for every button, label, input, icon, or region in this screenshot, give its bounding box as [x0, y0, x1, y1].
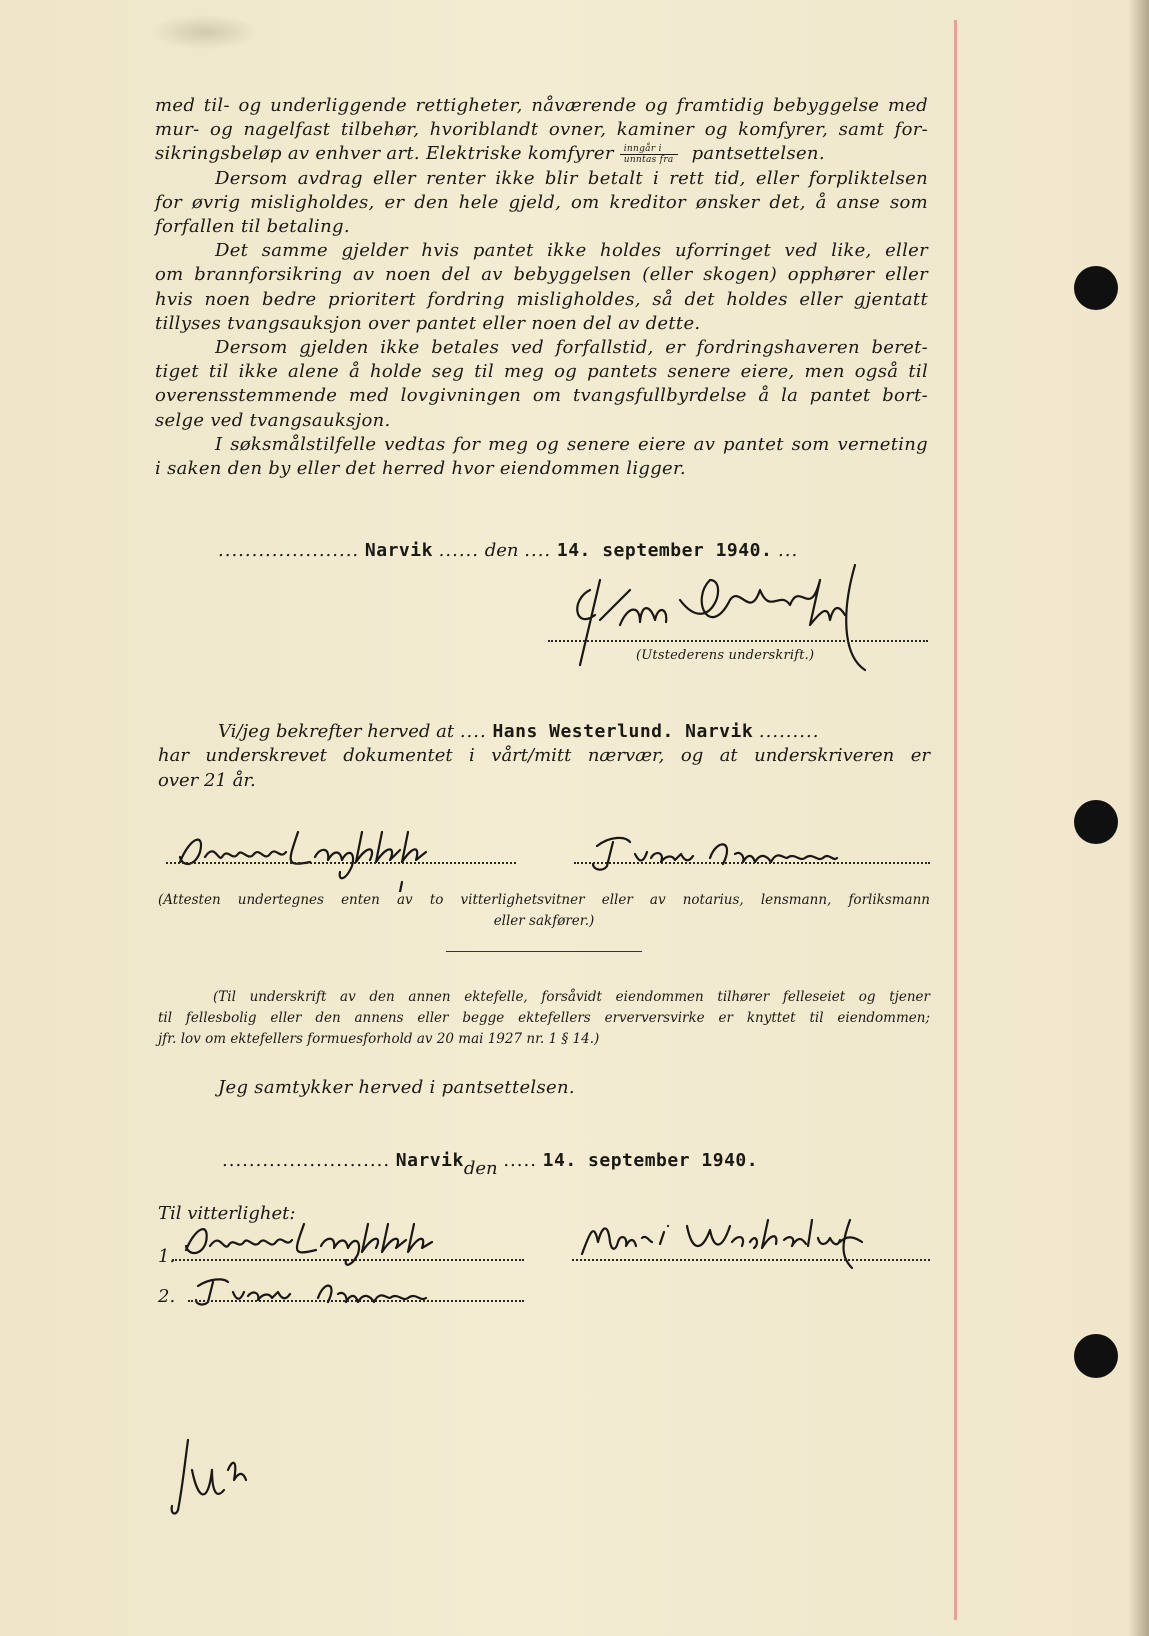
body-line: Det samme gjelder hvis pantet ikke holdes uforringet ved like, eller — [215, 240, 928, 262]
body-line: tiget til ikke alene å holde seg til meg og pantets senere eiere, men også til — [155, 361, 928, 383]
date: 14. september 1940. — [542, 1150, 759, 1171]
attest-line: Vi/jeg bekrefter herved at .... Hans Westerlund. Narvik ......... — [218, 721, 820, 742]
attested-person: Hans Westerlund. Narvik — [492, 721, 754, 742]
consent-text: Jeg samtykker herved i pantsettelsen. — [218, 1077, 575, 1098]
body-line: sikringsbeløp av enhver art. Elektriske komfyrer $\frac{\text{inngår i}}{\text{unntas fra}}$ pantsettelsen. — [155, 143, 825, 165]
witness-heading: Til vitterlighet: — [158, 1203, 296, 1224]
body-line: selge ved tvangsauksjon. — [155, 409, 391, 431]
den-label: den — [484, 540, 519, 561]
witness-signature-2 — [585, 828, 905, 888]
witness-number-1: 1. — [158, 1246, 176, 1267]
body-line: Dersom avdrag eller renter ikke blir betalt i rett tid, eller forpliktelsen — [215, 167, 928, 189]
body-line: hvis noen bedre prioritert fordring misligholdes, så det holdes eller gjentatt — [155, 288, 928, 310]
body-text — [155, 94, 928, 481]
punch-hole-icon — [1074, 1334, 1118, 1378]
place: Narvik — [364, 540, 433, 561]
body-line: Dersom gjelden ikke betales ved forfallstid, er fordringshaveren beret- — [215, 337, 928, 359]
witness-line-1 — [166, 862, 516, 864]
dateline-2: ......................... Narvikden ..... 14. september 1940. — [222, 1150, 759, 1179]
body-line: overensstemmende med lovgivningen om tvangsfullbyrdelse å la pantet bort- — [155, 385, 928, 407]
inclusion-fraction: $\frac{\text{inngår i}}{\text{unntas fra}}$ — [620, 144, 678, 165]
body-line: tillyses tvangsauksjon over pantet eller noen del av dette. — [155, 312, 701, 334]
punch-hole-icon — [1074, 266, 1118, 310]
body-line: for øvrig misligholdes, er den hele gjeld, om kreditor ønsker det, å anse som — [155, 191, 928, 213]
place: Narvik — [395, 1150, 464, 1171]
witness-line-2 — [574, 862, 930, 864]
spouse-note: (Til underskrift av den annen ektefelle, forsåvidt eiendommen tilhører felleseiet og tjener til fellesbolig eller den annens eller begge ektefellers erverversvirke er knyttet til eiendommen; jfr. lov om ektefellers formuesforhold av 20 mai 1927 nr. 1 § 14.) — [158, 989, 930, 1047]
signature-line — [548, 640, 928, 642]
attest-text — [158, 720, 930, 793]
date: 14. september 1940. — [556, 540, 773, 561]
body-line: med til- og underliggende rettigheter, nåværende og framtidig bebyggelse med — [155, 95, 928, 116]
attest-note: (Attesten undertegnes enten av to vitterlighetsvitner eller av notarius, lensmann, forliksmann eller sakfører.) — [158, 892, 930, 929]
witness-line-3 — [172, 1259, 524, 1261]
margin-initials — [168, 1430, 268, 1520]
signature-label: (Utstederens underskrift.) — [636, 648, 815, 663]
margin-line — [954, 20, 957, 1620]
body-line: mur- og nagelfast tilbehør, hvoriblandt ovner, kaminer og komfyrer, samt for- — [155, 119, 928, 141]
dateline: ..................... Narvik ...... den .... 14. september 1940. ... — [218, 540, 799, 561]
section-divider — [446, 951, 642, 952]
witness-signature-4 — [188, 1272, 488, 1312]
body-line: i saken den by eller det herred hvor eiendommen ligger. — [155, 458, 686, 480]
body-line: om brannforsikring av noen del av bebyggelsen (eller skogen) opphører eller — [155, 264, 928, 286]
attest-line: over 21 år. — [158, 769, 256, 791]
punch-hole-icon — [1074, 800, 1118, 844]
witness-number-2: 2. — [158, 1286, 176, 1307]
spouse-signature-line — [572, 1259, 930, 1261]
attest-line: har underskrevet dokumentet i vårt/mitt nærvær, og at underskriveren er — [158, 745, 930, 767]
body-line: forfallen til betaling. — [155, 216, 350, 238]
witness-line-4 — [188, 1300, 524, 1302]
spouse-signature — [572, 1212, 922, 1282]
paper-smudge — [150, 14, 260, 50]
den-label: den — [463, 1158, 498, 1179]
body-line: I søksmålstilfelle vedtas for meg og senere eiere av pantet som verneting — [215, 433, 928, 455]
witness-signature-1 — [170, 822, 520, 892]
page-edge-shadow — [1128, 0, 1149, 1636]
